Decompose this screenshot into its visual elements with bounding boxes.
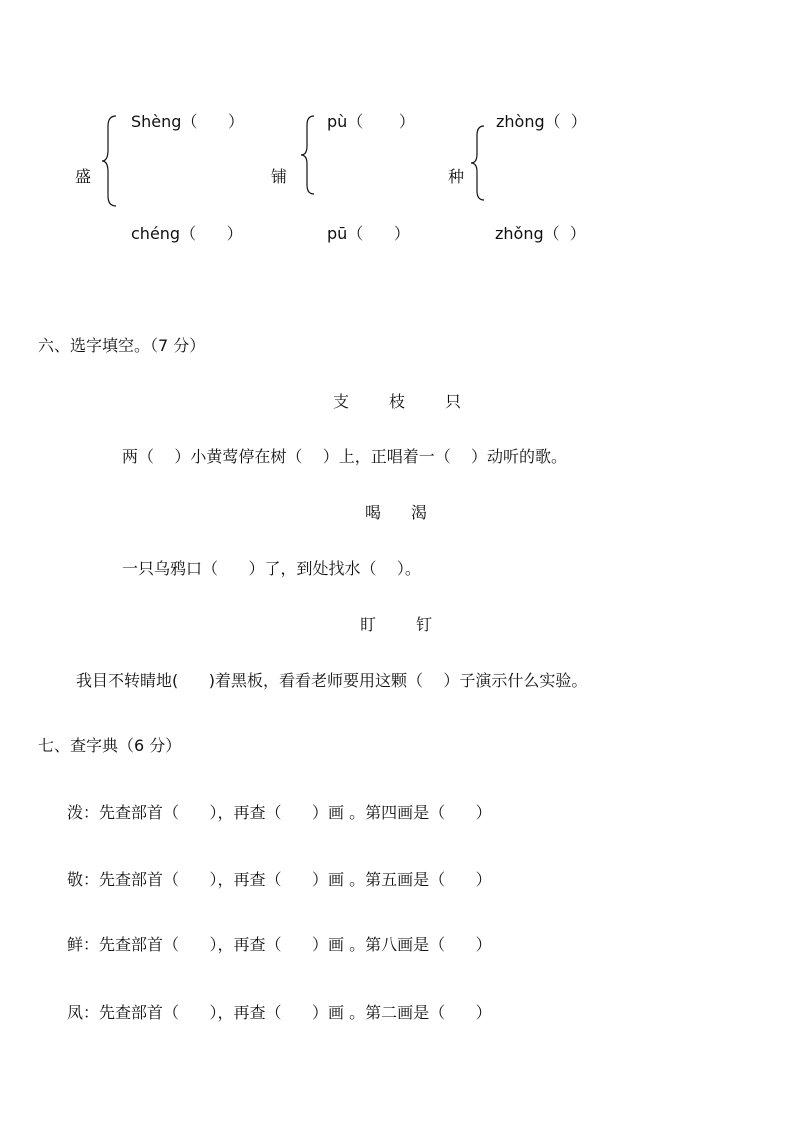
brace-1 xyxy=(100,114,120,208)
dictionary-row-4: 凤：先查部首（ ），再查（ ）画 。第二画是（ ） xyxy=(67,1003,492,1022)
option-zhi-branch: 支 xyxy=(333,392,350,411)
option-ke-thirsty: 渴 xyxy=(411,503,428,522)
polyphone-3-top-pinyin: zhòng（ ） xyxy=(496,112,587,131)
polyphone-3-char: 种 xyxy=(448,167,465,186)
brace-3 xyxy=(468,124,488,202)
sentence-2: 一只乌鸦口（ ）了，到处找水（ ）。 xyxy=(122,559,421,578)
sentence-3: 我目不转睛地( )着黑板，看看老师要用这颗（ ）子演示什么实验。 xyxy=(76,671,588,690)
polyphone-2-top-pinyin: pù（ ） xyxy=(327,112,415,131)
dictionary-row-2: 敬：先查部首（ ），再查（ ）画 。第五画是（ ） xyxy=(67,870,492,889)
dictionary-row-3: 鲜：先查部首（ ），再查（ ）画 。第八画是（ ） xyxy=(67,935,492,954)
option-he-drink: 喝 xyxy=(365,503,382,522)
polyphone-1-char: 盛 xyxy=(75,167,92,186)
polyphone-2-char: 铺 xyxy=(271,167,288,186)
section-7-heading: 七、查字典（6 分） xyxy=(38,736,182,755)
option-ding-nail: 钉 xyxy=(416,615,433,634)
option-ding-stare: 盯 xyxy=(360,615,377,634)
dictionary-row-1: 泼：先查部首（ ），再查（ ）画 。第四画是（ ） xyxy=(67,803,492,822)
polyphone-3-bottom-pinyin: zhǒng（ ） xyxy=(495,224,586,243)
sentence-1: 两（ ）小黄莺停在树（ ）上，正唱着一（ ）动听的歌。 xyxy=(122,447,568,466)
brace-2 xyxy=(298,114,318,196)
section-6-heading: 六、选字填空。（7 分） xyxy=(38,336,206,355)
polyphone-2-bottom-pinyin: pū（ ） xyxy=(327,224,410,243)
option-zhi-only: 只 xyxy=(445,392,462,411)
polyphone-1-top-pinyin: Shèng（ ） xyxy=(131,112,244,131)
polyphone-1-bottom-pinyin: chéng（ ） xyxy=(131,224,243,243)
option-zhi-twig: 枝 xyxy=(389,392,406,411)
